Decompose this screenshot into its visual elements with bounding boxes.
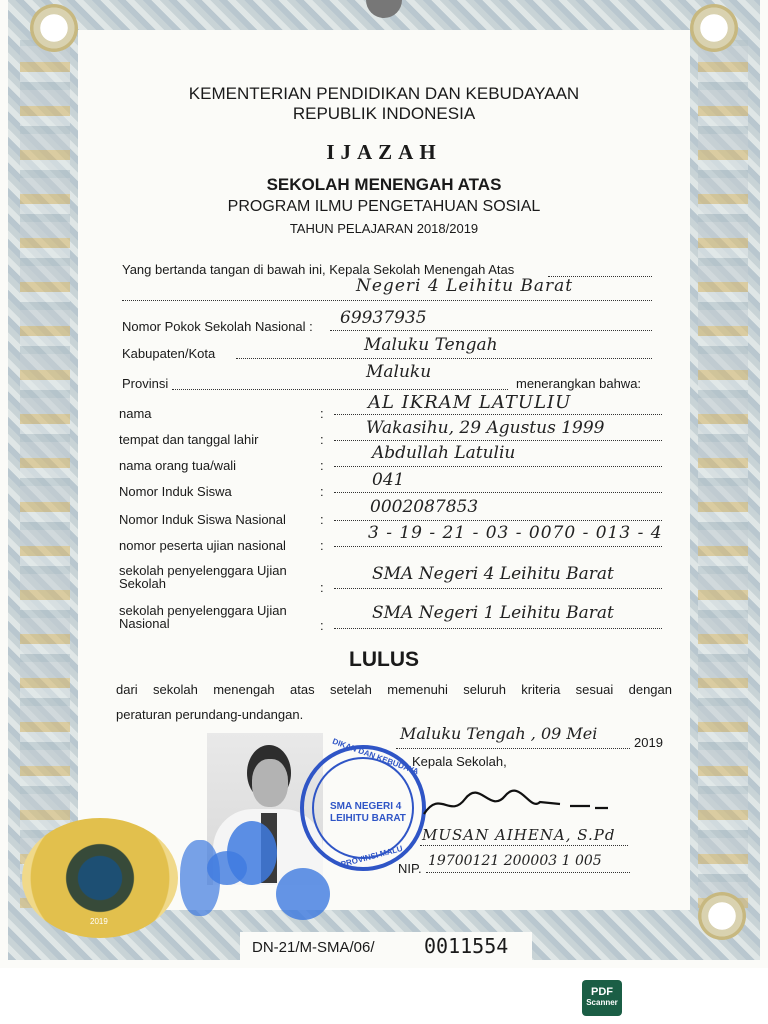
npsn-value: 69937935 (340, 308, 427, 328)
parent-label: nama orang tua/wali (119, 458, 237, 473)
left-border-band (20, 40, 70, 908)
fingerprint (180, 840, 220, 916)
badge-line2: Scanner (586, 998, 618, 1007)
dotted-line (236, 358, 652, 359)
colon: : (320, 458, 324, 473)
fingerprint (276, 868, 330, 920)
regency-label: Kabupaten/Kota (122, 346, 216, 361)
dotted-line (334, 628, 662, 629)
stamp-line1: SMA NEGERI 4 (330, 801, 402, 812)
school-name-handwritten: Negeri 4 Leihitu Barat (356, 276, 574, 296)
pdf-scanner-badge (582, 980, 622, 1016)
corner-ornament (698, 892, 746, 940)
name-label: nama (119, 406, 152, 421)
result-statement-line1: dari sekolah menengah atas setelah memenuhi seluruh kriteria sesuai dengan (116, 682, 672, 697)
nisn-value: 0002087853 (370, 497, 479, 517)
province-label: Provinsi (122, 376, 169, 391)
exam-number-label: nomor peserta ujian nasional (119, 538, 286, 553)
regency-value: Maluku Tengah (364, 335, 498, 355)
dotted-line (172, 389, 508, 390)
national-exam-host-value: SMA Negeri 1 Leihitu Barat (372, 603, 614, 623)
principal-role: Kepala Sekolah, (412, 754, 507, 769)
colon: : (320, 580, 324, 595)
school-exam-host-value: SMA Negeri 4 Leihitu Barat (372, 564, 614, 584)
academic-year: TAHUN PELAJARAN 2018/2019 (289, 221, 479, 236)
serial-number: 0011554 (424, 934, 509, 958)
certificate-title: IJAZAH (326, 140, 442, 164)
stamp-line2: LEIHITU BARAT (330, 813, 406, 824)
seal-year: 2019 (90, 917, 108, 926)
school-exam-host-label: sekolah penyelenggara Ujian Sekolah (119, 563, 287, 591)
corner-ornament (690, 4, 738, 52)
dotted-line (334, 492, 662, 493)
graduation-status: LULUS (349, 648, 419, 671)
npsn-label: Nomor Pokok Sekolah Nasional : (122, 319, 313, 334)
parent-value: Abdullah Latuliu (372, 443, 516, 463)
dotted-line (330, 330, 652, 331)
serial-prefix: DN-21/M-SMA/06/ (252, 939, 375, 956)
student-name-value: AL IKRAM LATULIU (368, 392, 572, 413)
program-name: PROGRAM ILMU PENGETAHUAN SOSIAL (227, 198, 541, 215)
nis-label: Nomor Induk Siswa (119, 484, 232, 499)
principal-signature (420, 784, 610, 824)
republic-name: REPUBLIK INDONESIA (292, 104, 476, 123)
colon: : (320, 618, 324, 633)
colon: : (320, 512, 324, 527)
dotted-line (334, 546, 662, 547)
birth-value: Wakasihu, 29 Agustus 1999 (366, 418, 605, 438)
province-value: Maluku (366, 362, 432, 382)
nip-label: NIP. (398, 861, 422, 876)
right-border-band (698, 40, 748, 908)
school-level: SEKOLAH MENENGAH ATAS (266, 175, 502, 194)
dotted-line (396, 748, 630, 749)
dotted-line (426, 872, 630, 873)
exam-number-value: 3 - 19 - 21 - 03 - 0070 - 013 - 4 (368, 523, 663, 543)
colon: : (320, 406, 324, 421)
intro-text: Yang bertanda tangan di bawah ini, Kepala Sekolah Menengah Atas (122, 262, 515, 277)
national-exam-host-label: sekolah penyelenggara Ujian Nasional (119, 603, 287, 631)
corner-ornament (30, 4, 78, 52)
dotted-line (334, 520, 662, 521)
stamp-bottom-text: PROVINSI MALU (339, 843, 404, 870)
sign-year: 2019 (634, 735, 663, 750)
colon: : (320, 432, 324, 447)
dotted-line (334, 588, 662, 589)
colon: : (320, 484, 324, 499)
stamp-top-text: DIKAN DAN KEBUDAYA (331, 736, 420, 777)
nisn-label: Nomor Induk Siswa Nasional (119, 512, 286, 527)
declares-text: menerangkan bahwa: (516, 376, 642, 391)
ministry-name: KEMENTERIAN PENDIDIKAN DAN KEBUDAYAAN (188, 84, 580, 103)
place-date-value: Maluku Tengah , 09 Mei (400, 724, 598, 743)
dotted-line (334, 466, 662, 467)
nip-value: 19700121 200003 1 005 (428, 853, 602, 869)
colon: : (320, 538, 324, 553)
dotted-line (334, 414, 662, 415)
dotted-line (334, 440, 662, 441)
principal-name: MUSAN AIHENA, S.Pd (422, 826, 616, 844)
dotted-line (122, 300, 652, 301)
result-statement-line2: peraturan perundang-undangan. (116, 707, 304, 722)
birth-label: tempat dan tanggal lahir (119, 432, 259, 447)
badge-line1: PDF (591, 986, 613, 998)
dotted-line (420, 845, 628, 846)
nis-value: 041 (372, 470, 405, 490)
